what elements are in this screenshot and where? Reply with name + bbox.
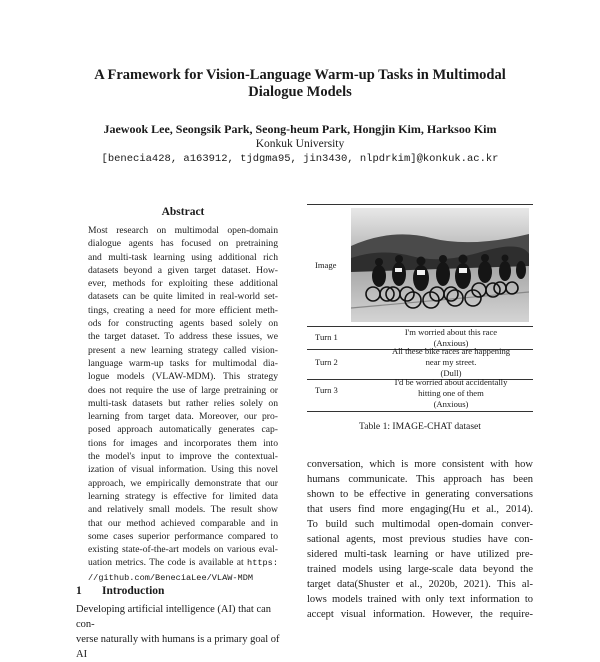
body-line: To build such multimodal open-domain conver- [307, 519, 533, 530]
body-line: humans communicate. This approach has been [307, 474, 533, 485]
abstract-line: some cases superior performance compared to [88, 530, 278, 542]
paper-title [60, 67, 540, 101]
abstract-line: present a new learning strategy called vision- [88, 344, 278, 356]
abstract-heading: Abstract [161, 206, 205, 218]
utterance-text: All these bike races are happening [391, 346, 511, 356]
abstract-code-line [88, 556, 278, 570]
abstract-line: and relatively small models. The result show [88, 504, 278, 516]
body-line: target data(Shuster et al., 2020b, 2021). This al- [307, 579, 533, 590]
abstract-line: the model's input to improve the contextual- [88, 451, 278, 463]
emotion-label: (Anxious) [433, 399, 469, 409]
emotion-label: (Dull) [440, 368, 462, 378]
author-emails: [benecia428, a163912, tjdgma95, jin3430, nlpdrkim]@konkuk.ac.kr [101, 153, 499, 165]
code-url-prefix[interactable]: https: [247, 558, 278, 569]
author-list: Jaewook Lee, Seongsik Park, Seong-heum Park, Hongjin Kim, Harksoo Kim [103, 122, 497, 136]
turn-2-utterance [369, 346, 533, 379]
abstract-line: that our method achieved comparable and in [88, 517, 278, 529]
abstract-line: dialogue agents has focused on pretraining [88, 238, 278, 250]
abstract-line: and multi-task learning using additional rich [88, 251, 278, 263]
turn-label: Turn 1 [315, 332, 338, 342]
title-line-1: A Framework for Vision-Language Warm-up Tasks in Multimodal [94, 67, 506, 83]
turn-3-utterance [369, 377, 533, 410]
body-line: conversation, which is more consistent with how [307, 459, 533, 470]
intro-line: Developing artificial intelligence (AI) that can con- [76, 604, 272, 630]
turn-label: Turn 3 [315, 385, 338, 395]
image-chat-table [307, 204, 533, 416]
abstract-line: tions for images and incorporates them into [88, 437, 278, 449]
table-top-rule [307, 204, 533, 205]
utterance-text: I'm worried about this race [404, 327, 498, 337]
code-url-link[interactable]: //github.com/BeneciaLee/VLAW-MDM [88, 572, 254, 583]
utterance-text: near my street. [425, 357, 477, 367]
body-line: sidered multi-task learning or have utilized pre- [307, 549, 533, 560]
photo-drawing [351, 208, 529, 322]
abstract-line: the target dataset. To address these issues, we [88, 331, 278, 343]
table-caption: Table 1: IMAGE-CHAT dataset [359, 421, 481, 432]
right-column-text [307, 457, 533, 622]
abstract-line: ods for constructing agents based solely on [88, 318, 278, 330]
introduction-text [76, 602, 291, 662]
abstract-line: logue models (VLAW-MDM). This strategy [88, 371, 278, 383]
abstract-body [88, 224, 278, 585]
abstract-line: datasets beyond a given target dataset. How- [88, 264, 278, 276]
body-line: that users find more engaging(Hu et al., 2014). [307, 504, 533, 515]
abstract-line: ever, methods for exploiting these additional [88, 278, 278, 290]
section-heading-introduction [76, 585, 164, 597]
turn-label: Turn 2 [315, 357, 338, 367]
abstract-line: datasets can be quite limited in real-world set- [88, 291, 278, 303]
abstract-line: posed approach automatically generates cap- [88, 424, 278, 436]
cyclists-race-photo [351, 208, 529, 322]
abstract-line: learning strategy is effective for limited data [88, 490, 278, 502]
abstract-line: learning from target data. Moreover, our pro- [88, 411, 278, 423]
abstract-line: language warm-up tasks for multimodal dia- [88, 357, 278, 369]
affiliation: Konkuk University [255, 138, 345, 150]
utterance-text: hitting one of them [418, 388, 484, 398]
section-number: 1 [76, 585, 82, 597]
abstract-line: tings, creating a need for more efficient meth- [88, 304, 278, 316]
abstract-line: does not require the use of large pretraining or [88, 384, 278, 396]
table-bottom-rule [307, 411, 533, 412]
intro-line: verse naturally with humans is a primary goal of AI [76, 634, 280, 660]
abstract-line: existing state-of-the-art models on various eval- [88, 544, 278, 556]
utterance-text: I'd be worried about accidentally [394, 377, 508, 387]
body-line: shown to be effective in generating conversations [307, 489, 533, 500]
abstract-line: uation metrics. The code is available at [88, 557, 244, 569]
abstract-line: ization of visual information. Using this novel [88, 464, 278, 476]
body-line: trained models using large-scale data beyond the [307, 564, 533, 575]
abstract-line: approach, we empirically demonstrate that our [88, 477, 278, 489]
abstract-line [88, 571, 278, 585]
abstract-line: Most research on multimodal open-domain [88, 225, 278, 236]
image-row-label: Image [315, 260, 337, 270]
body-line: accept visual information. However, the require- [307, 609, 533, 620]
abstract-line: multi-task datasets but rather relies solely on [88, 397, 278, 409]
body-line: lows models trained with only text information to [307, 594, 533, 605]
title-line-2: Dialogue Models [248, 84, 352, 100]
body-line: sational agents, most previous studies have con- [307, 534, 533, 545]
emotion-label: (Anxious) [433, 338, 469, 348]
section-title: Introduction [102, 585, 165, 597]
